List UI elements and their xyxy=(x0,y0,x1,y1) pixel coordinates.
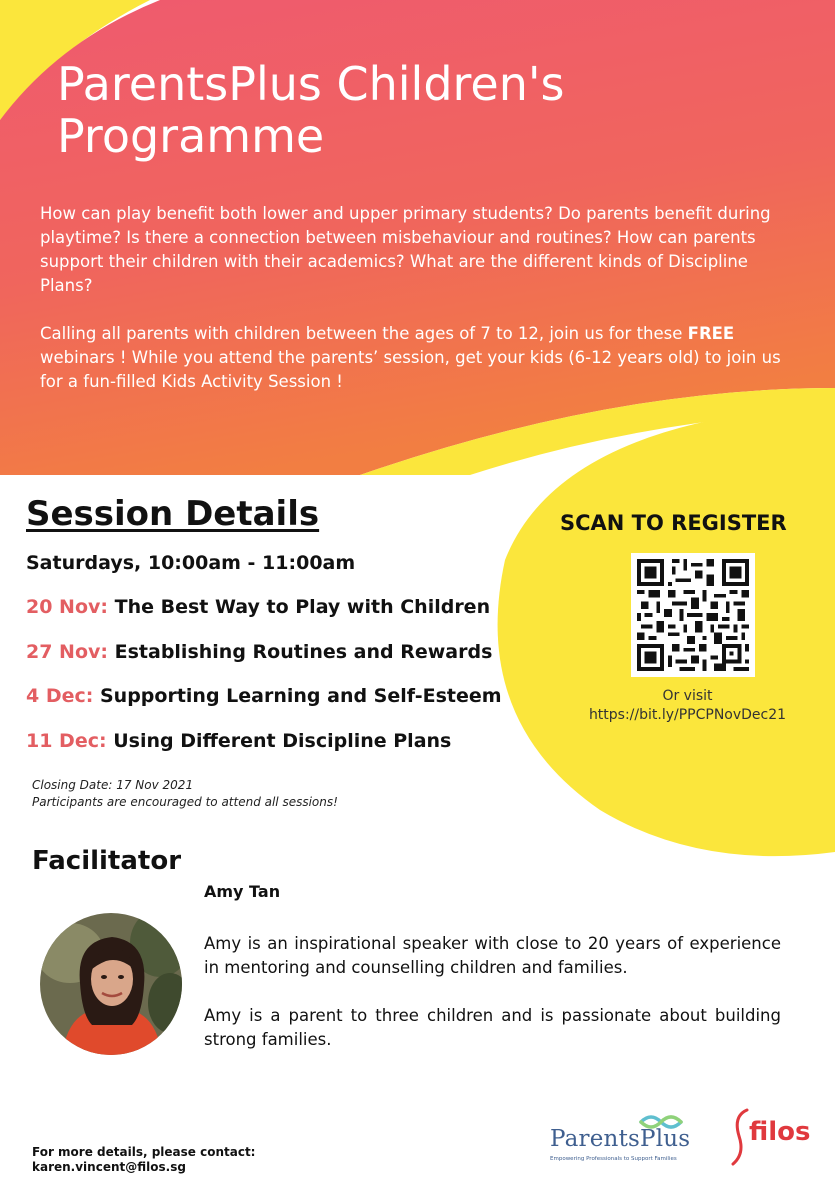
session-item xyxy=(26,641,502,686)
facilitator-photo xyxy=(40,913,182,1055)
session-topic: Establishing Routines and Rewards xyxy=(114,640,493,663)
filos-wordmark: filos xyxy=(749,1117,811,1147)
or-visit-label: Or visit xyxy=(662,688,713,704)
session-item xyxy=(26,730,502,775)
intro-invitation-start: Calling all parents with children between the ages of 7 to 12, join us for these xyxy=(40,324,688,343)
registration-link[interactable]: https://bit.ly/PPCPNovDec21 xyxy=(588,707,787,723)
session-details-heading: Session Details xyxy=(26,494,320,534)
session-time: Saturdays, 10:00am - 11:00am xyxy=(26,552,356,574)
parentsplus-wordmark: ParentsPlus xyxy=(550,1126,691,1152)
intro-invitation-end: webinars ! While you attend the parents’ session, get your kids (6-12 years old) to join us for a fun-filled Kids Activity Session ! xyxy=(40,348,781,391)
registration-qr-code[interactable] xyxy=(631,553,755,677)
qr-code-icon xyxy=(637,559,749,671)
closing-date: Closing Date: 17 Nov 2021 xyxy=(32,778,194,792)
contact-label: For more details, please contact: xyxy=(32,1145,256,1159)
register-alternative xyxy=(575,687,800,725)
bio-paragraph-family: Amy is a parent to three children and is passionate about building strong families. xyxy=(204,1006,781,1049)
bio-paragraph-experience: Amy is an inspirational speaker with close to 20 years of experience in mentoring and counselling children and families. xyxy=(204,934,781,977)
session-date: 20 Nov: xyxy=(26,596,108,618)
page-title: ParentsPlus Children's Programme xyxy=(57,57,565,163)
session-date: 4 Dec: xyxy=(26,685,94,707)
intro-text xyxy=(40,202,800,394)
filos-logo xyxy=(729,1106,821,1168)
session-topic: The Best Way to Play with Children xyxy=(114,596,491,618)
attendance-note: Participants are encouraged to attend all sessions! xyxy=(32,795,338,809)
facilitator-bio xyxy=(204,932,781,1052)
free-highlight: FREE xyxy=(687,324,735,343)
facilitator-heading: Facilitator xyxy=(32,846,182,876)
parentsplus-tagline: Empowering Professionals to Support Families xyxy=(550,1156,677,1162)
session-topic: Supporting Learning and Self-Esteem xyxy=(99,685,502,707)
intro-paragraph-invitation xyxy=(40,322,800,394)
facilitator-name: Amy Tan xyxy=(204,882,281,901)
parentsplus-logo xyxy=(548,1112,693,1170)
filos-swoosh-icon xyxy=(729,1106,751,1168)
session-item xyxy=(26,596,502,641)
contact-info xyxy=(32,1145,255,1175)
session-date: 11 Dec: xyxy=(26,729,107,752)
scan-to-register-label: SCAN TO REGISTER xyxy=(560,511,787,535)
session-item xyxy=(26,685,502,730)
intro-paragraph-questions: How can play benefit both lower and upper primary students? Do parents benefit during playtime? Is there a connection between misbehaviour and routines? How can parents support their children with their academics? What are the different kinds of Discipline Plans? xyxy=(40,204,771,295)
session-list xyxy=(26,596,502,774)
session-notes xyxy=(32,777,338,811)
session-date: 27 Nov: xyxy=(26,640,108,663)
contact-email[interactable]: karen.vincent@filos.sg xyxy=(32,1160,186,1174)
avatar-portrait-icon xyxy=(40,913,182,1055)
session-topic: Using Different Discipline Plans xyxy=(113,729,452,752)
